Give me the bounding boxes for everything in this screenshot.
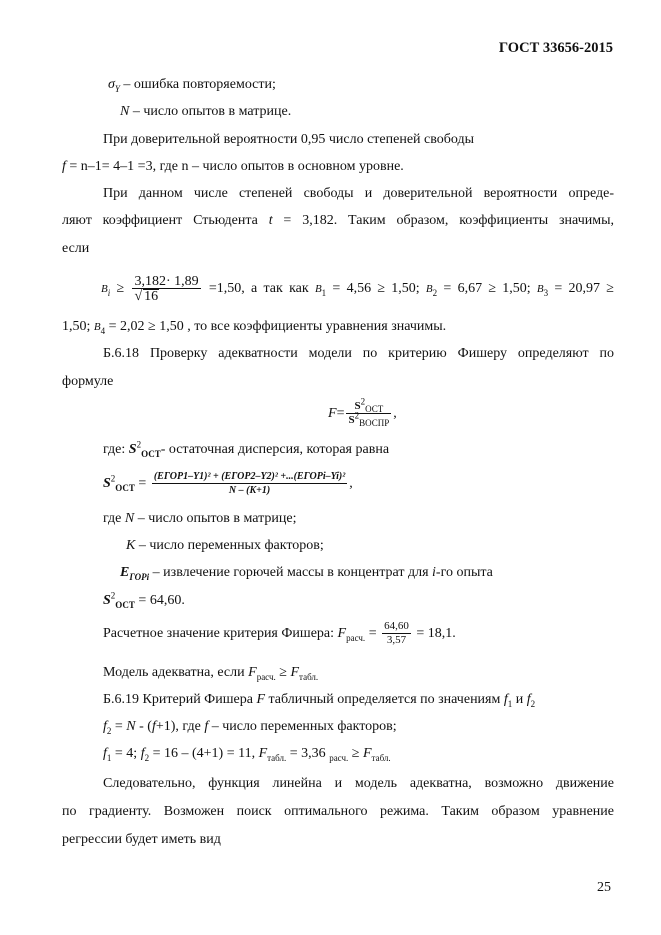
formula-fisher: F= $\frac{S^2_{ОСТ}}{S^2_{ВОСПР}}$ , (328, 396, 397, 429)
text-line: ляют коэффициент Стьюдента t = 3,182. Таким образом, коэффициенты значимы, (62, 213, 614, 228)
text-line: $\sigma_Y$ – ошибка повторяемости; (108, 77, 276, 94)
fraction: $\frac{3,182\cdot 1,89}{√ 16}$ (134, 273, 199, 304)
formula-line: $B_i$ ≥ $\frac{3,182\cdot 1,89}{√ 16}$ =1,50, а так как $B_1 = 4,56 \ge 1,50$; $B_2 = 6,67 \ge 1,50$; $B_3 = 20,97$ ≥ (101, 273, 614, 304)
text-line: $f_2 = N - (f+1)$, где f – число переменных факторов; (103, 719, 397, 736)
text-line: Б.6.19 Критерий Фишера F табличный определяется по значениям $f_1$ и $f_2$ (103, 692, 536, 709)
text-line: При доверительной вероятности 0,95 число степеней свободы (103, 132, 475, 147)
text-line: K – число переменных факторов; (126, 538, 324, 553)
text-line: по градиенту. Возможен поиск оптимального режима. Таким образом уравнение (62, 804, 614, 819)
page-number: 25 (597, 880, 611, 895)
text-line: $f_1 = 4$; $f_2 = 16 - (4+1) = 11$, $F_{табл.} = 3,36$ $_{расч.} \ge F_{табл.}$ (103, 746, 391, 763)
text-line: если (62, 241, 90, 256)
formula-residual-variance: $S^2_{ОСТ}$ = $\frac{\text{(EГОР1–Y1)² + (EГОР2–Y2)² +...(EГОРi–Yi)²}}{N - (K+1)}$ , (103, 471, 353, 497)
text-line: Следовательно, функция линейна и модель адекватна, возможно движение (103, 776, 614, 791)
text-line: Модель адекватна, если $F_{расч.} \ge F_{табл.}$ (103, 665, 319, 682)
text-line: N – число опытов в матрице. (120, 104, 292, 119)
text-line: 1,50; $B_4 = 2,02 \ge 1,50$ , то все коэффициенты уравнения значимы. (62, 319, 447, 336)
document-code: ГОСТ 33656-2015 (498, 40, 613, 56)
text-line: Б.6.18 Проверку адекватности модели по критерию Фишеру определяют по (103, 346, 614, 361)
formula-fisher-calc: Расчетное значение критерия Фишера: $F_{расч.}$ = $\frac{64,60}{3,57}$ = 18,1. (103, 620, 456, 647)
text-line: f = n–1= 4–1 =3, где n – число опытов в основном уровне. (62, 159, 404, 174)
text-line: При данном числе степеней свободы и доверительной вероятности опреде- (103, 186, 614, 201)
text-line: где N – число опытов в матрице; (103, 511, 297, 526)
text-line: регрессии будет иметь вид (62, 832, 221, 847)
text-line: где: $S^2_{ОСТ}-$ остаточная дисперсия, которая равна (103, 439, 390, 459)
text-line: формуле (62, 374, 114, 389)
text-line: $S^2_{ОСТ} = 64,60$. (103, 590, 185, 610)
text-line: $E_{ГОРi}$ – извлечение горючей массы в концентрат для i-го опыта (120, 565, 493, 582)
